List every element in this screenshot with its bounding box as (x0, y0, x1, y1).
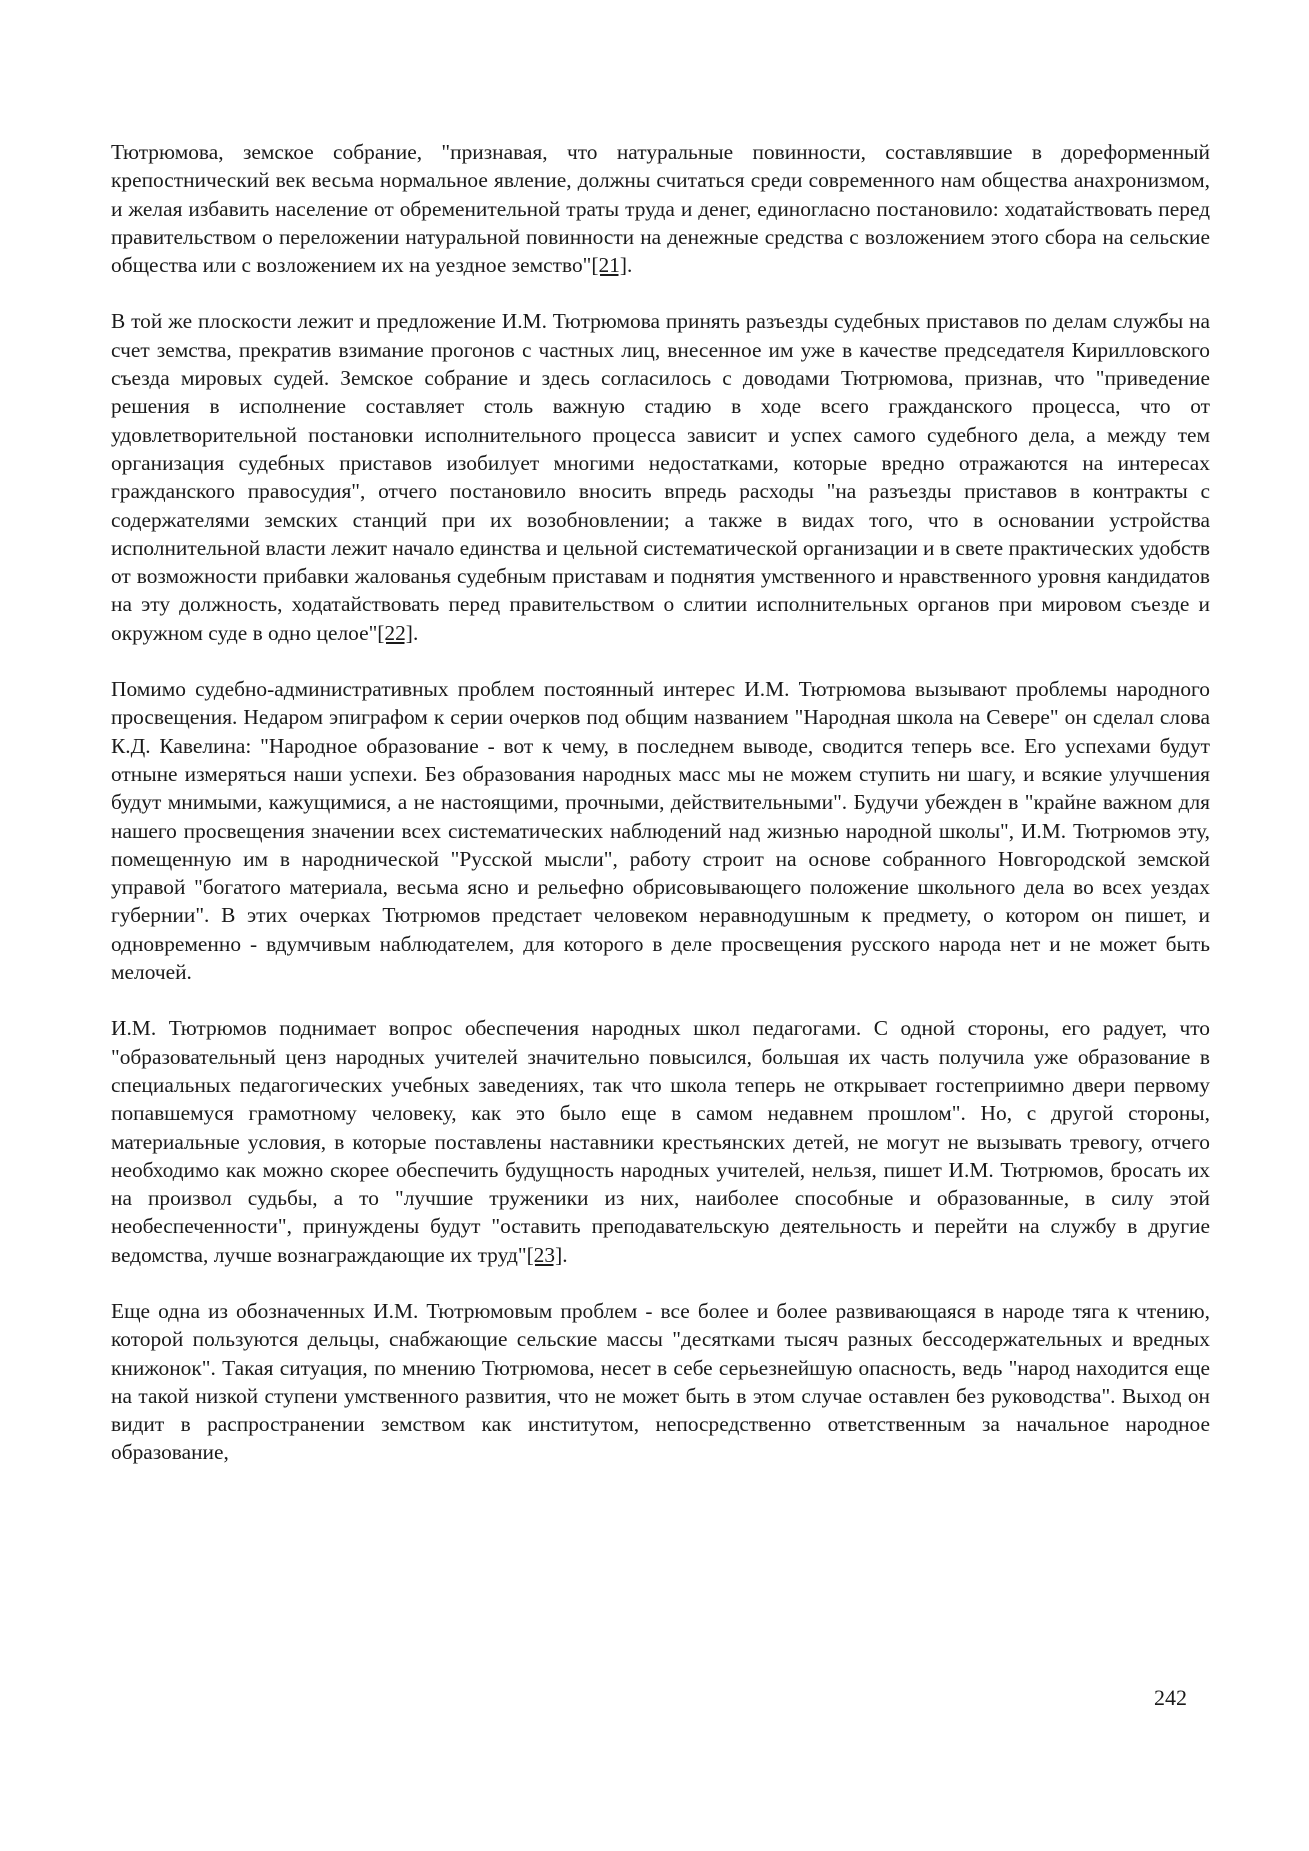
page-body (111, 138, 1210, 1495)
footnote-link-22[interactable]: [22] (377, 620, 413, 645)
footnote-link-23[interactable]: [23] (526, 1242, 563, 1267)
footnote-link-21[interactable]: [21] (591, 253, 628, 278)
paragraph-text: И.М. Тютрюмов поднимает вопрос обеспечения народных школ педагогами. С одной стороны, его радует, что "образовательный ценз народных учителей значительно повысился, большая их часть получила уже образование в специальных педагогических учебных заведениях, так что школа теперь не открывает гостеприимно двери первому попавшемуся грамотному человеку, как это было еще в самом недавнем прошлом". Но, с другой стороны, материальные условия, в которые поставлены наставники крестьянских детей, не могут не вызывать тревогу, отчего необходимо как можно скорее обеспечить будущность народных учителей, нельзя, пишет И.М. Тютрюмов, бросать их на произвол судьбы, а то "лучшие труженики из них, наиболее способные и образованные, в силу этой необеспеченности", принуждены будут "оставить преподавательскую деятельность и перейти на службу в другие ведомства, лучше вознаграждающие их труд" (111, 1016, 1210, 1267)
paragraph-tail: . (412, 620, 419, 645)
paragraph-text: Помимо судебно-административных проблем постоянный интерес И.М. Тютрюмова вызывают проблемы народного просвещения. Недаром эпиграфом к серии очерков под общим названием "Народная школа на Севере" он сделал слова К.Д. Кавелина: "Народное образование - вот к чему, в последнем выводе, сводится теперь все. Его успехами будут отныне измеряться наши успехи. Без образования народных масс мы не можем ступить ни шагу, и всякие улучшения будут мнимыми, кажущимися, а не настоящими, прочными, действительными". Будучи убежден в "крайне важном для нашего просвещения значении всех систематических наблюдений над жизнью народной школы", И.М. Тютрюмов эту, помещенную им в народнической "Русской мысли", работу строит на основе собранного Новгородской земской управой "богатого материала, весьма ясно и рельефно обрисовывающего положение школьного дела во всех уездах губернии". В этих очерках Тютрюмов предстает человеком неравнодушным к предмету, о котором он пишет, и одновременно - вдумчивым наблюдателем, для которого в деле просвещения русского народа нет и не может быть мелочей. (111, 677, 1210, 985)
paragraph-4 (111, 1014, 1210, 1269)
paragraph-2 (111, 307, 1210, 647)
paragraph-5 (111, 1297, 1210, 1467)
paragraph-tail: . (562, 1242, 568, 1267)
paragraph-tail: . (627, 253, 633, 278)
paragraph-1 (111, 138, 1210, 279)
paragraph-text: Тютрюмова, земское собрание, "признавая, что натуральные повинности, составлявшие в дореформенный крепостнический век весьма нормальное явление, должны считаться среди современного нам общества анахронизмом, и желая избавить население от обременительной траты труда и денег, единогласно постановило: ходатайствовать перед правительством о переложении натуральной повинности на денежные средства с возложением этого сбора на сельские общества или с возложением их на уездное земство" (111, 140, 1210, 278)
paragraph-text: В той же плоскости лежит и предложение И.М. Тютрюмова принять разъезды судебных приставов по делам службы на счет земства, прекратив взимание прогонов с частных лиц, внесенное им уже в качестве председателя Кирилловского съезда мировых судей. Земское собрание и здесь согласилось с доводами Тютрюмова, признав, что "приведение решения в исполнение составляет столь важную стадию в ходе всего гражданского процесса, что от удовлетворительной постановки исполнительного процесса зависит и успех самого судебного дела, а между тем организация судебных приставов изобилует многими недостатками, которые вредно отражаются на интересах гражданского правосудия", отчего постановило вносить впредь расходы "на разъезды приставов в контракты с содержателями земских станций при их возобновлении; а также в видах того, что в основании устройства исполнительной власти лежит начало единства и цельной систематической организации и в свете практических удобств от возможности прибавки жалованья судебным приставам и поднятия умственного и нравственного уровня кандидатов на эту должность, ходатайствовать перед правительством о слитии исполнительных органов при мировом съезде и окружном суде в одно целое" (111, 309, 1210, 645)
paragraph-text: Еще одна из обозначенных И.М. Тютрюмовым проблем - все более и более развивающаяся в народе тяга к чтению, которой пользуются дельцы, снабжающие сельские массы "десятками тысяч разных бессодержательных и вредных книжонок". Такая ситуация, по мнению Тютрюмова, несет в себе серьезнейшую опасность, ведь "народ находится еще на такой низкой ступени умственного развития, что не может быть в этом случае оставлен без руководства". Выход он видит в распространении земством как институтом, непосредственно ответственным за начальное народное образование, (111, 1298, 1210, 1465)
page-number: 242 (1154, 1685, 1187, 1710)
paragraph-3 (111, 675, 1210, 986)
